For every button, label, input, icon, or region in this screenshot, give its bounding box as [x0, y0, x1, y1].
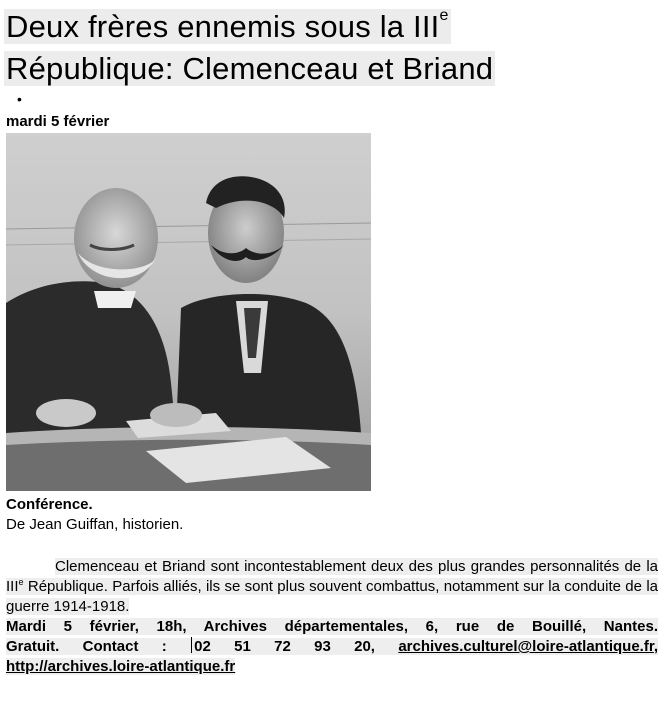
- description-part2: République. Parfois alliés, ils se sont plus souvent combattus, notamment sur la conduite de la guerre 1914-1918.: [6, 578, 658, 615]
- event-photo: [6, 133, 371, 491]
- text-cursor: [191, 637, 192, 653]
- title-line-2: République: Clemenceau et Briand: [6, 51, 494, 86]
- event-details-line: Mardi 5 février, 18h, Archives départementales, 6, rue de Bouillé, Nantes.: [6, 618, 658, 635]
- description-sup: e: [18, 577, 24, 587]
- contact-phone: 02 51 72 93 20,: [194, 638, 375, 655]
- event-description: [6, 557, 658, 677]
- description-part1: Clemenceau et Briand sont incontestablement deux des plus grandes personnalités de la III: [6, 558, 658, 595]
- event-author: De Jean Guiffan, historien.: [6, 516, 184, 533]
- title-line-1: Deux frères ennemis sous la IIIe: [6, 7, 449, 44]
- website-link[interactable]: http://archives.loire-atlantique.fr: [6, 658, 236, 675]
- page-title: [4, 6, 495, 90]
- event-type: Conférence.: [6, 496, 93, 513]
- bullet-marker: •: [17, 91, 22, 107]
- contact-email-link[interactable]: archives.culturel@loire-atlantique.fr: [398, 638, 654, 655]
- contact-email-suffix: ,: [653, 638, 659, 655]
- contact-prefix: Gratuit. Contact :: [6, 638, 167, 655]
- event-date: mardi 5 février: [6, 113, 110, 130]
